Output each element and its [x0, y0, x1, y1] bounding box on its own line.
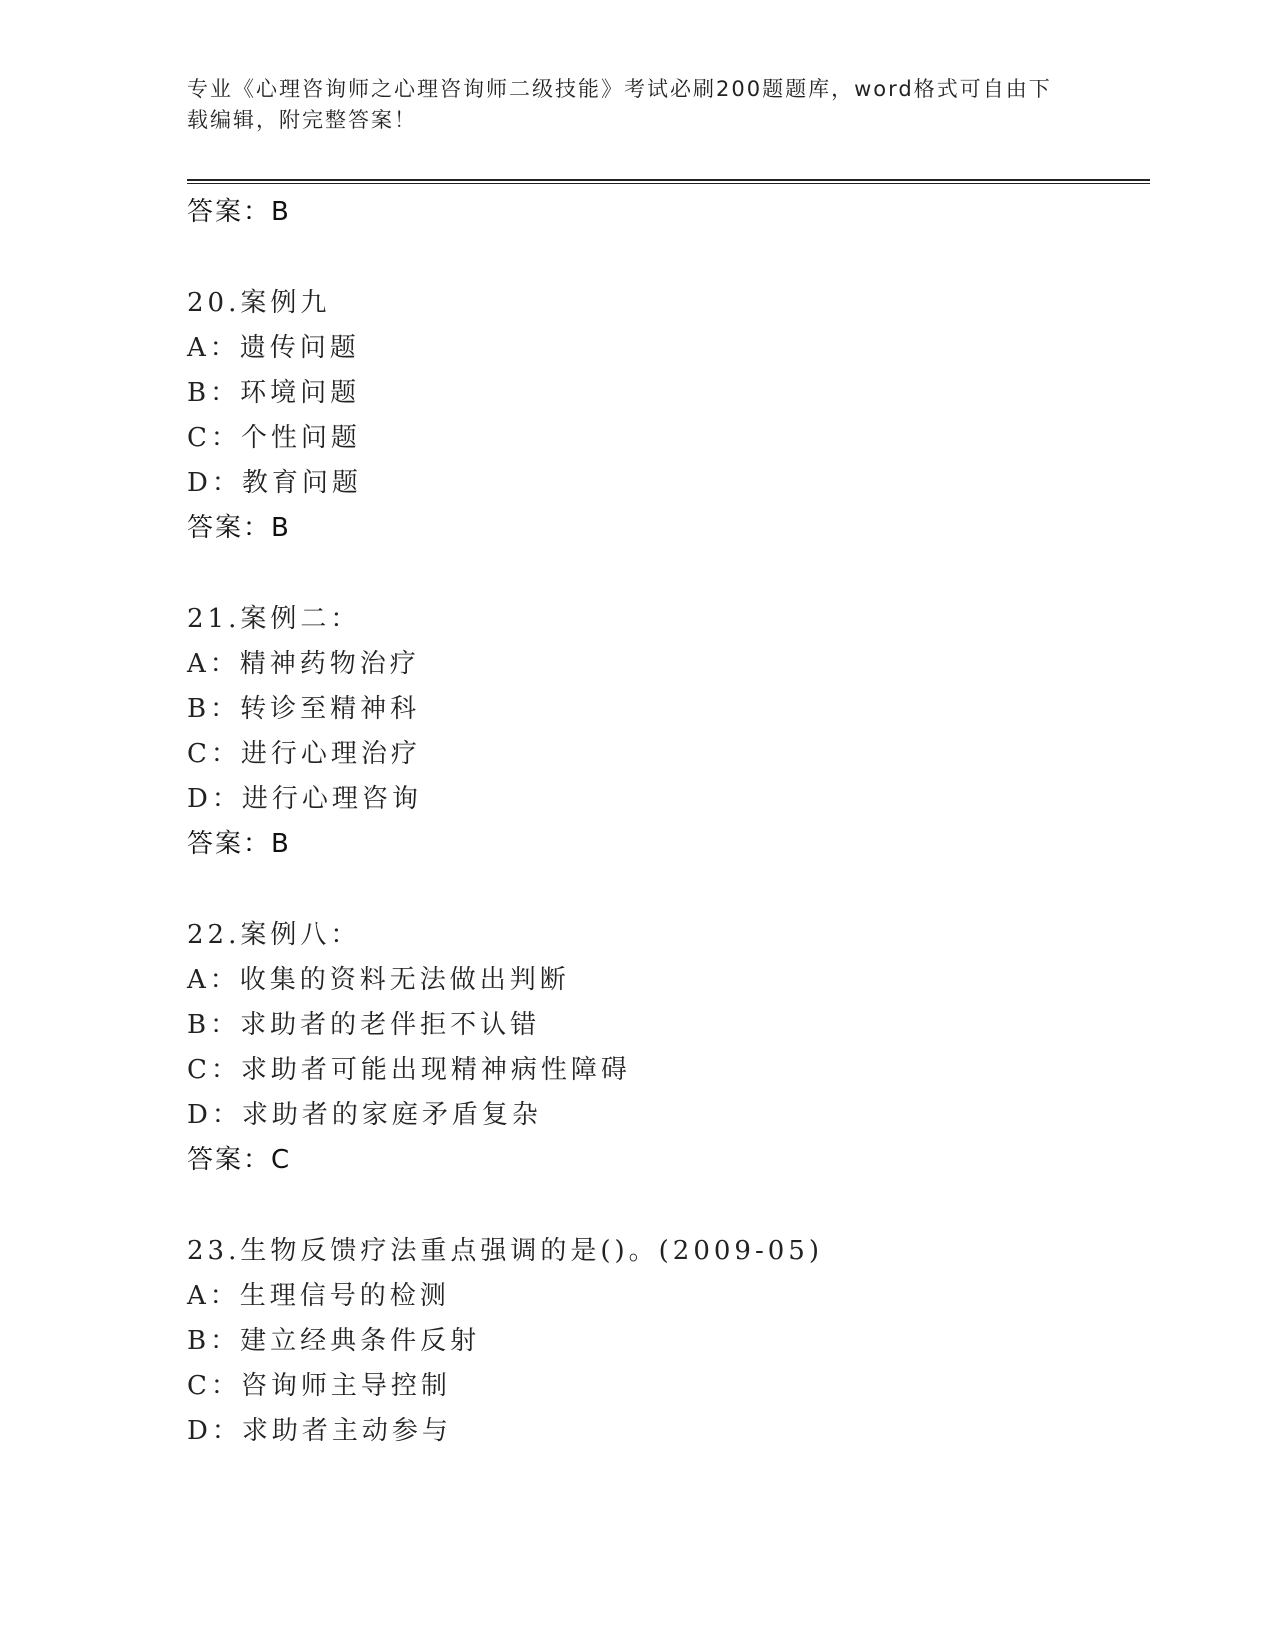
option-a: A：生理信号的检测 [187, 1281, 450, 1311]
previous-answer: 答案：B [187, 197, 291, 227]
option-b: B：环境问题 [187, 378, 361, 408]
option-d: D：进行心理咨询 [187, 784, 422, 814]
option-a: A：精神药物治疗 [187, 649, 420, 679]
question-23 [187, 1229, 1150, 1454]
answer: 答案：C [187, 1145, 292, 1175]
answer: 答案：B [187, 829, 291, 859]
question-list [187, 190, 1150, 1454]
option-c: C：个性问题 [187, 423, 361, 453]
question-22 [187, 913, 1150, 1183]
header-divider-thick [187, 179, 1150, 181]
option-a: A：收集的资料无法做出判断 [187, 965, 570, 995]
option-d: D：求助者的家庭矛盾复杂 [187, 1100, 542, 1130]
option-d: D：教育问题 [187, 468, 362, 498]
option-a: A：遗传问题 [187, 333, 360, 363]
header-divider-thin [187, 183, 1150, 184]
option-c: C：咨询师主导控制 [187, 1371, 451, 1401]
option-c: C：进行心理治疗 [187, 739, 421, 769]
option-b: B：建立经典条件反射 [187, 1326, 481, 1356]
question-title: 23.生物反馈疗法重点强调的是()。(2009-05) [187, 1236, 823, 1266]
question-21 [187, 597, 1150, 867]
question-20 [187, 281, 1150, 551]
question-title: 22.案例八： [187, 920, 361, 950]
option-d: D：求助者主动参与 [187, 1416, 452, 1446]
option-b: B：转诊至精神科 [187, 694, 421, 724]
document-header: 专业《心理咨询师之心理咨询师二级技能》考试必刷200题题库，word格式可自由下载编辑，附完整答案！ [187, 77, 1052, 132]
question-title: 20.案例九 [187, 288, 331, 318]
question-title: 21.案例二： [187, 604, 361, 634]
option-c: C：求助者可能出现精神病性障碍 [187, 1055, 631, 1085]
option-b: B：求助者的老伴拒不认错 [187, 1010, 541, 1040]
answer: 答案：B [187, 513, 291, 543]
